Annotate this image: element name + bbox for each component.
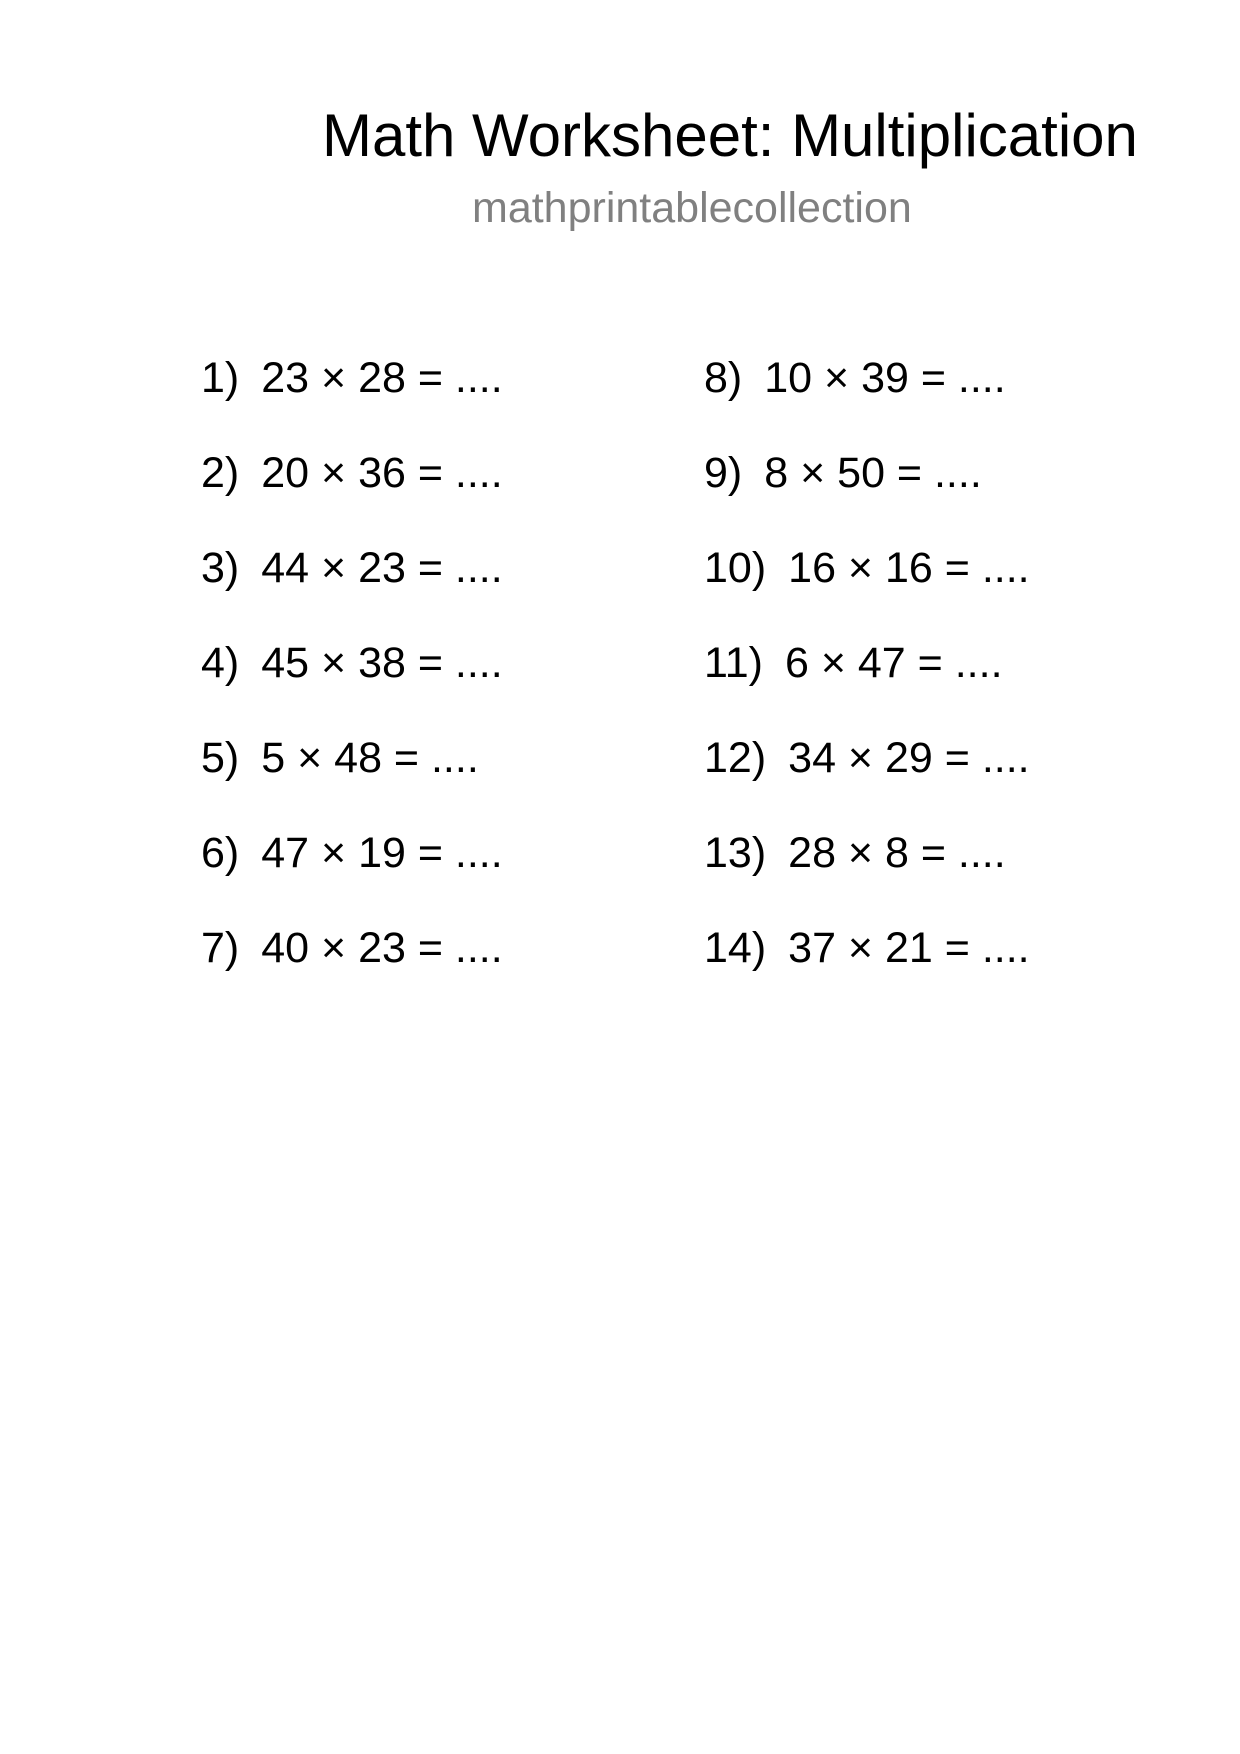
problem-item	[201, 638, 503, 688]
page-subtitle: mathprintablecollection	[472, 184, 912, 232]
problem-expression: 28 × 8 = ....	[788, 829, 1006, 877]
problem-item	[704, 353, 1006, 403]
problem-item	[704, 638, 1003, 688]
problem-number: 8)	[704, 354, 743, 402]
problem-expression: 47 × 19 = ....	[261, 829, 503, 877]
problem-item	[704, 733, 1030, 783]
problem-expression: 6 × 47 = ....	[784, 639, 1003, 687]
problem-expression: 45 × 38 = ....	[261, 639, 503, 687]
page-title: Math Worksheet: Multiplication	[322, 102, 1138, 169]
problem-number: 1)	[201, 354, 240, 402]
problem-expression: 23 × 28 = ....	[261, 354, 503, 402]
problem-item	[704, 448, 982, 498]
problem-expression: 37 × 21 = ....	[788, 924, 1030, 972]
problem-expression: 10 × 39 = ....	[764, 354, 1006, 402]
problem-expression: 5 × 48 = ....	[261, 734, 479, 782]
problem-number: 5)	[201, 734, 240, 782]
problem-item	[704, 543, 1030, 593]
problem-expression: 34 × 29 = ....	[788, 734, 1030, 782]
problem-item	[201, 543, 503, 593]
problem-item	[201, 733, 479, 783]
problem-expression: 40 × 23 = ....	[261, 924, 503, 972]
problem-item	[201, 448, 503, 498]
problem-item	[201, 353, 503, 403]
problem-item	[704, 828, 1006, 878]
problem-number: 13)	[704, 829, 767, 877]
problem-item	[201, 923, 503, 973]
problem-number: 7)	[201, 924, 240, 972]
problem-expression: 20 × 36 = ....	[261, 449, 503, 497]
problem-number: 2)	[201, 449, 240, 497]
problem-item	[201, 828, 503, 878]
problem-number: 14)	[704, 924, 767, 972]
problem-expression: 16 × 16 = ....	[788, 544, 1030, 592]
problem-number: 6)	[201, 829, 240, 877]
problem-item	[704, 923, 1030, 973]
problem-expression: 8 × 50 = ....	[764, 449, 982, 497]
problem-number: 4)	[201, 639, 240, 687]
problem-number: 12)	[704, 734, 767, 782]
problem-number: 3)	[201, 544, 240, 592]
problem-number: 11)	[704, 639, 763, 687]
problem-number: 10)	[704, 544, 767, 592]
problem-expression: 44 × 23 = ....	[261, 544, 503, 592]
problem-number: 9)	[704, 449, 743, 497]
